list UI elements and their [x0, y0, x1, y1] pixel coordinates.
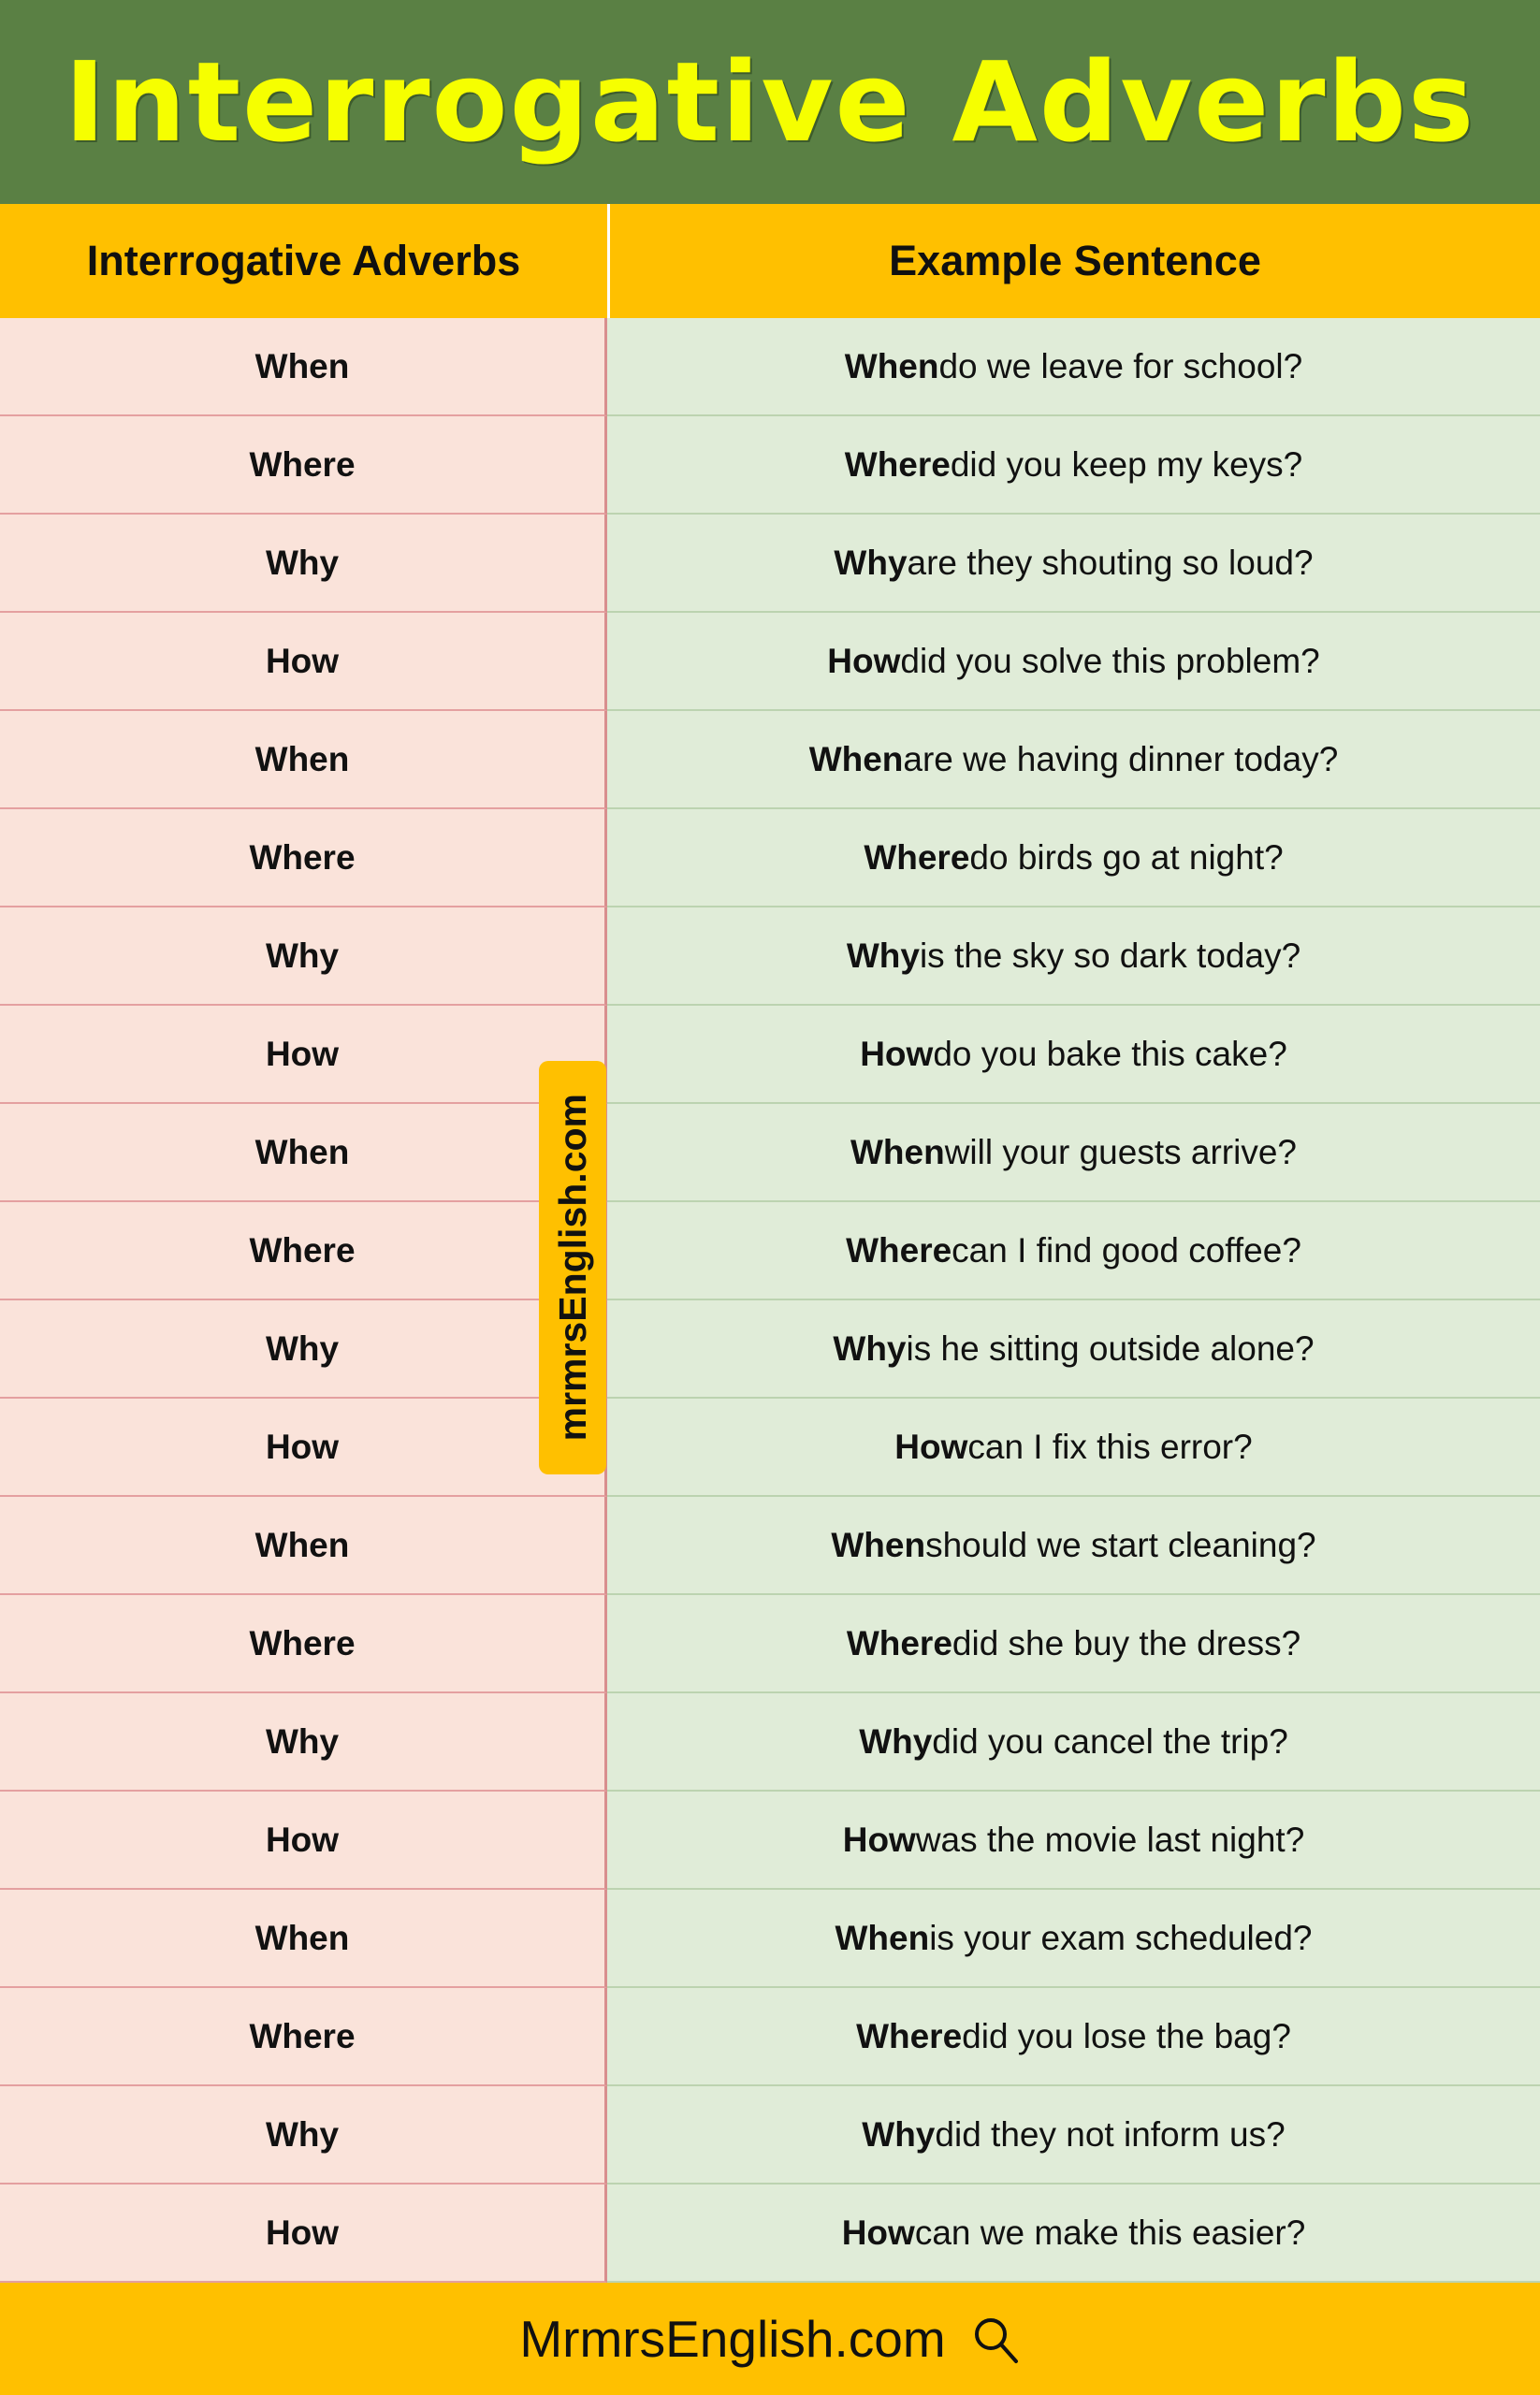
cell-adverb: Where: [0, 809, 607, 907]
cell-adverb: Where: [0, 416, 607, 515]
example-keyword: Why: [833, 1328, 907, 1368]
example-rest: can we make this easier?: [914, 2213, 1306, 2252]
table-row: [0, 1988, 1540, 2086]
table-row: [0, 2086, 1540, 2185]
example-rest: do you bake this cake?: [933, 1034, 1287, 1073]
example-rest: are we having dinner today?: [903, 739, 1339, 778]
example-rest: is your exam scheduled?: [929, 1918, 1313, 1957]
cell-example-sentence: [607, 1595, 1540, 1693]
table-row: [0, 1792, 1540, 1890]
cell-example-sentence: [607, 1006, 1540, 1104]
cell-example-sentence: [607, 907, 1540, 1006]
table-row: [0, 318, 1540, 416]
table-body: [0, 318, 1540, 2283]
cell-example-sentence: [607, 2086, 1540, 2185]
table-row: [0, 1497, 1540, 1595]
cell-adverb: Where: [0, 1595, 607, 1693]
example-rest: is the sky so dark today?: [919, 936, 1301, 975]
table-row: [0, 2185, 1540, 2283]
cell-adverb: When: [0, 1497, 607, 1595]
example-rest: can I find good coffee?: [952, 1230, 1301, 1270]
cell-example-sentence: [607, 1497, 1540, 1595]
cell-adverb: Why: [0, 2086, 607, 2185]
cell-example-sentence: [607, 1890, 1540, 1988]
cell-adverb: Why: [0, 1300, 607, 1399]
title-banner: [0, 0, 1540, 204]
cell-example-sentence: [607, 1792, 1540, 1890]
cell-example-sentence: [607, 613, 1540, 711]
cell-example-sentence: [607, 515, 1540, 613]
example-rest: should we start cleaning?: [925, 1525, 1316, 1564]
example-rest: did she buy the dress?: [952, 1623, 1301, 1662]
example-rest: did you solve this problem?: [900, 641, 1320, 680]
example-rest: are they shouting so loud?: [907, 543, 1314, 582]
table-row: [0, 515, 1540, 613]
cell-adverb: How: [0, 1792, 607, 1890]
cell-example-sentence: [607, 1104, 1540, 1202]
table-row: [0, 1202, 1540, 1300]
cell-adverb: Why: [0, 1693, 607, 1792]
example-rest: do we leave for school?: [938, 346, 1303, 385]
footer-bar: [0, 2283, 1540, 2395]
cell-adverb: Where: [0, 1988, 607, 2086]
example-keyword: How: [860, 1034, 934, 1073]
table-row: [0, 1595, 1540, 1693]
table-row: [0, 809, 1540, 907]
table-header-row: [0, 204, 1540, 318]
column-header-example: Example Sentence: [607, 204, 1540, 318]
example-rest: do birds go at night?: [969, 837, 1284, 877]
table-row: [0, 1006, 1540, 1104]
example-rest: did you keep my keys?: [950, 444, 1303, 484]
cell-example-sentence: [607, 711, 1540, 809]
table-row: [0, 1104, 1540, 1202]
example-keyword: Where: [844, 444, 951, 484]
example-keyword: Why: [862, 2114, 936, 2154]
example-keyword: When: [844, 346, 939, 385]
cell-example-sentence: [607, 1202, 1540, 1300]
table-row: [0, 907, 1540, 1006]
example-rest: is he sitting outside alone?: [906, 1328, 1315, 1368]
column-header-adverbs: Interrogative Adverbs: [86, 237, 521, 284]
cell-example-sentence: [607, 1988, 1540, 2086]
example-keyword: Where: [846, 1623, 952, 1662]
cell-adverb: When: [0, 711, 607, 809]
table-row: [0, 1399, 1540, 1497]
watermark-text: mrmrsEnglish.com: [550, 1094, 594, 1442]
page-title: Interrogative Adverbs: [64, 37, 1476, 167]
example-keyword: When: [831, 1525, 926, 1564]
table-row: [0, 416, 1540, 515]
cell-example-sentence: [607, 318, 1540, 416]
cell-adverb: Why: [0, 515, 607, 613]
cell-example-sentence: [607, 416, 1540, 515]
cell-adverb: When: [0, 1890, 607, 1988]
cell-example-sentence: [607, 809, 1540, 907]
cell-adverb: How: [0, 1006, 607, 1104]
cell-example-sentence: [607, 1300, 1540, 1399]
cell-example-sentence: [607, 1399, 1540, 1497]
example-keyword: When: [850, 1132, 945, 1171]
cell-adverb: How: [0, 613, 607, 711]
example-keyword: How: [841, 2213, 915, 2252]
cell-adverb: How: [0, 1399, 607, 1497]
cell-adverb: When: [0, 318, 607, 416]
footer-site-name: MrmrsEnglish.com: [519, 2310, 946, 2368]
example-keyword: When: [835, 1918, 930, 1957]
example-keyword: How: [842, 1820, 916, 1859]
cell-example-sentence: [607, 1693, 1540, 1792]
cell-adverb: Why: [0, 907, 607, 1006]
example-keyword: Why: [834, 543, 908, 582]
table-row: [0, 711, 1540, 809]
watermark-badge: [539, 1061, 606, 1474]
example-keyword: Why: [846, 936, 920, 975]
cell-adverb: When: [0, 1104, 607, 1202]
example-keyword: Where: [856, 2016, 963, 2055]
example-rest: was the movie last night?: [915, 1820, 1305, 1859]
example-rest: did they not inform us?: [935, 2114, 1286, 2154]
search-icon: [970, 2314, 1021, 2364]
example-rest: did you lose the bag?: [962, 2016, 1291, 2055]
cell-adverb: How: [0, 2185, 607, 2283]
example-keyword: Where: [846, 1230, 952, 1270]
example-rest: will your guests arrive?: [944, 1132, 1297, 1171]
example-keyword: When: [808, 739, 904, 778]
example-keyword: How: [827, 641, 901, 680]
example-keyword: Where: [864, 837, 970, 877]
cell-example-sentence: [607, 2185, 1540, 2283]
example-rest: did you cancel the trip?: [932, 1721, 1288, 1761]
table-row: [0, 1300, 1540, 1399]
example-keyword: Why: [859, 1721, 933, 1761]
cell-adverb: Where: [0, 1202, 607, 1300]
example-keyword: How: [894, 1427, 968, 1466]
table-row: [0, 613, 1540, 711]
table-row: [0, 1890, 1540, 1988]
example-rest: can I fix this error?: [967, 1427, 1253, 1466]
table-row: [0, 1693, 1540, 1792]
